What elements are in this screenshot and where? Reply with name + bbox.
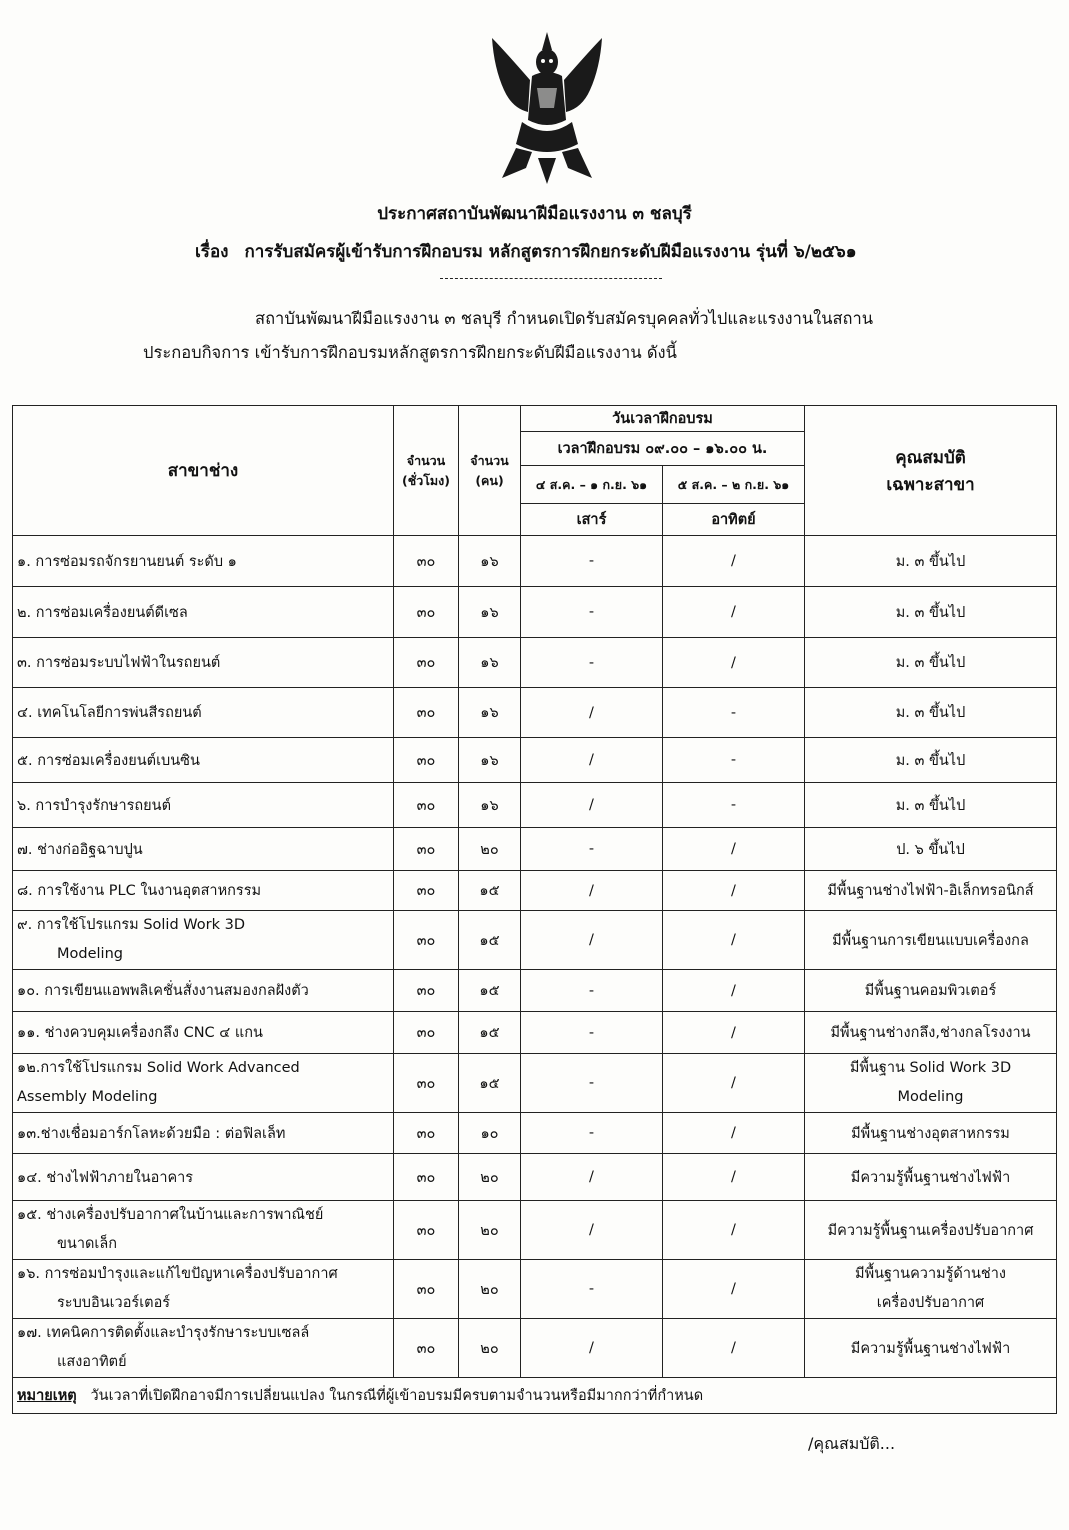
course-name-line: ๑. การซ่อมรถจักรยานยนต์ ระดับ ๑ [17,553,237,570]
course-sat: - [521,536,663,587]
course-people: ๑๕ [459,1012,521,1054]
course-name-line: Modeling [57,946,123,962]
course-name-line: ๑๖. การซ่อมบำรุงและแก้ไขปัญหาเครื่องปรับอากาศ [17,1266,338,1282]
course-name-line: ๕. การซ่อมเครื่องยนต์เบนซิน [17,752,200,769]
course-hours: ๓๐ [394,783,459,828]
course-people: ๑๖ [459,688,521,738]
course-name [13,783,394,828]
course-qualification [805,871,1057,911]
course-qualification [805,738,1057,783]
course-people: ๑๖ [459,638,521,688]
course-name-line: ๙. การใช้โปรแกรม Solid Work 3D [17,917,245,933]
qualification-line: มีความรู้พื้นฐานช่างไฟฟ้า [850,1340,1011,1357]
course-name [13,911,394,970]
table-row [13,1260,1057,1319]
qualification-line: มีพื้นฐานการเขียนแบบเครื่องกล [832,932,1029,949]
note-text: วันเวลาที่เปิดฝึกอาจมีการเปลี่ยนแปลง ในกรณีที่ผู้เข้าอบรมมีครบตามจำนวนหรือมีมากกว่าที่กำหนด [90,1388,704,1404]
course-people: ๑๐ [459,1113,521,1154]
announcement-title: ประกาศสถาบันพัฒนาฝีมือแรงงาน ๓ ชลบุรี [377,204,692,224]
table-row [13,1319,1057,1378]
intro-line-1: สถาบันพัฒนาฝีมือแรงงาน ๓ ชลบุรี กำหนดเปิดรับสมัครบุคคลทั่วไปและแรงงานในสถาน [255,309,874,328]
table-row [13,1012,1057,1054]
course-sun: / [663,1260,805,1319]
table-row [13,783,1057,828]
course-name-line: ๒. การซ่อมเครื่องยนต์ดีเซล [17,604,188,621]
course-people: ๒๐ [459,1319,521,1378]
course-name-line: ๑๓.ช่างเชื่อมอาร์กโลหะด้วยมือ : ต่อฟิลเล็ท [17,1125,286,1142]
header-time: เวลาฝึกอบรม ๐๙.๐๐ – ๑๖.๐๐ น. [521,432,805,466]
course-sun: - [663,783,805,828]
qualification-line: มีพื้นฐานช่างอุตสาหกรรม [851,1125,1010,1142]
course-people: ๒๐ [459,1260,521,1319]
course-qualification [805,638,1057,688]
course-sat: / [521,1201,663,1260]
course-hours: ๓๐ [394,1113,459,1154]
course-sat: - [521,1012,663,1054]
course-qualification [805,1113,1057,1154]
course-sun: / [663,1113,805,1154]
qualification-line: ม. ๓ ขึ้นไป [895,705,966,721]
course-sun: / [663,828,805,871]
course-name-line: ๓. การซ่อมระบบไฟฟ้าในรถยนต์ [17,655,221,671]
course-name-line: ขนาดเล็ก [57,1236,118,1252]
course-qualification [805,970,1057,1012]
course-qualification [805,1054,1057,1113]
table-row [13,738,1057,783]
course-sat: / [521,871,663,911]
course-name [13,1260,394,1319]
course-name-line: ๑๐. การเขียนแอพพลิเคชั่นสั่งงานสมองกลฝังตัว [17,983,309,999]
course-sun: / [663,1154,805,1201]
course-qualification [805,688,1057,738]
course-hours: ๓๐ [394,688,459,738]
qualification-line: ม. ๓ ขึ้นไป [895,553,966,570]
course-name [13,1319,394,1378]
qualification-line: มีพื้นฐานช่างกลึง,ช่างกลโรงงาน [830,1025,1031,1041]
course-name-line: ๑๕. ช่างเครื่องปรับอากาศในบ้านและการพาณิชย์ [17,1207,324,1223]
course-qualification [805,1260,1057,1319]
course-people: ๑๕ [459,871,521,911]
course-name [13,688,394,738]
course-people: ๒๐ [459,1201,521,1260]
course-sun: - [663,688,805,738]
course-name-line: ๑๔. ช่างไฟฟ้าภายในอาคาร [17,1169,194,1186]
note-label: หมายเหตุ [17,1388,77,1404]
course-sun: / [663,1319,805,1378]
table-row [13,638,1057,688]
course-hours: ๓๐ [394,1012,459,1054]
course-qualification [805,911,1057,970]
course-sat: / [521,783,663,828]
course-sun: - [663,738,805,783]
course-name-line: ๘. การใช้งาน PLC ในงานอุตสาหกรรม [17,883,262,899]
course-qualification [805,536,1057,587]
course-sat: - [521,970,663,1012]
table-row [13,1201,1057,1260]
course-qualification [805,828,1057,871]
course-name [13,970,394,1012]
course-sat: / [521,911,663,970]
course-hours: ๓๐ [394,738,459,783]
announcement-subject [195,238,857,265]
course-sat: / [521,738,663,783]
header-sat: เสาร์ [521,504,663,536]
course-name [13,1154,394,1201]
course-name [13,587,394,638]
course-people: ๑๖ [459,536,521,587]
table-note [13,1378,1057,1414]
course-sun: / [663,911,805,970]
header-sun: อาทิตย์ [663,504,805,536]
course-sat: / [521,1319,663,1378]
title-divider [440,278,662,279]
course-name-line: ๑๗. เทคนิคการติดตั้งและบำรุงรักษาระบบเซลล์ [17,1325,310,1341]
course-sun: / [663,1201,805,1260]
course-sun: / [663,970,805,1012]
course-people: ๑๕ [459,1054,521,1113]
course-hours: ๓๐ [394,911,459,970]
course-hours: ๓๐ [394,970,459,1012]
course-name [13,738,394,783]
course-hours: ๓๐ [394,1201,459,1260]
table-row [13,587,1057,638]
course-body [13,536,1057,1378]
course-hours: ๓๐ [394,1154,459,1201]
course-sun: / [663,1012,805,1054]
header-hours: จำนวน (ชั่วโมง) [394,406,459,536]
course-qualification [805,1154,1057,1201]
qualification-line: มีพื้นฐานคอมพิวเตอร์ [864,983,997,999]
table-row [13,1154,1057,1201]
table-row [13,828,1057,871]
course-name [13,1113,394,1154]
course-name [13,1054,394,1113]
garuda-emblem-icon [482,28,612,188]
course-sun: / [663,536,805,587]
course-hours: ๓๐ [394,1260,459,1319]
course-name-line: ๔. เทคโนโลยีการพ่นสีรถยนต์ [17,705,202,721]
course-hours: ๓๐ [394,828,459,871]
header-period-sun: ๕ ส.ค. – ๒ ก.ย. ๖๑ [663,466,805,504]
course-people: ๑๖ [459,738,521,783]
course-sat: - [521,828,663,871]
subject-text: การรับสมัครผู้เข้ารับการฝึกอบรม หลักสูตรการฝึกยกระดับฝีมือแรงงาน รุ่นที่ ๖/๒๕๖๑ [244,242,857,262]
course-name-line: ๑๒.การใช้โปรแกรม Solid Work Advanced [17,1060,300,1076]
course-sun: / [663,638,805,688]
table-row [13,536,1057,587]
course-sun: / [663,871,805,911]
qualification-line: ม. ๓ ขึ้นไป [895,655,966,671]
course-sat: - [521,587,663,638]
course-name-line: แสงอาทิตย์ [57,1354,127,1370]
course-hours: ๓๐ [394,536,459,587]
qualification-line: มีความรู้พื้นฐานช่างไฟฟ้า [850,1169,1011,1186]
course-people: ๑๕ [459,911,521,970]
header-qualification: คุณสมบัติ เฉพาะสาขา [805,406,1057,536]
header-period-sat: ๔ ส.ค. – ๑ ก.ย. ๖๑ [521,466,663,504]
course-name [13,1012,394,1054]
course-name [13,828,394,871]
course-name-line: ๗. ช่างก่ออิฐฉาบปูน [17,841,143,858]
course-name [13,1201,394,1260]
qualification-line: มีพื้นฐาน Solid Work 3D [849,1060,1012,1076]
subject-label: เรื่อง [195,242,229,262]
table-row [13,871,1057,911]
course-people: ๑๕ [459,970,521,1012]
header-schedule: วันเวลาฝึกอบรม [521,406,805,432]
course-people: ๑๖ [459,783,521,828]
table-row [13,1113,1057,1154]
course-qualification [805,587,1057,638]
continuation-marker: /คุณสมบัติ... [808,1434,896,1453]
qualification-line: ป. ๖ ขึ้นไป [896,841,965,858]
course-qualification [805,783,1057,828]
course-sat: - [521,1054,663,1113]
course-name [13,536,394,587]
course-sat: / [521,1154,663,1201]
course-sat: - [521,638,663,688]
course-hours: ๓๐ [394,1319,459,1378]
course-hours: ๓๐ [394,871,459,911]
course-hours: ๓๐ [394,1054,459,1113]
course-sat: - [521,1260,663,1319]
course-hours: ๓๐ [394,638,459,688]
course-people: ๒๐ [459,828,521,871]
course-people: ๒๐ [459,1154,521,1201]
qualification-line: มีพื้นฐานช่างไฟฟ้า-อิเล็กทรอนิกส์ [827,883,1034,899]
qualification-line: เครื่องปรับอากาศ [876,1295,985,1311]
qualification-line: มีความรู้พื้นฐานเครื่องปรับอากาศ [827,1222,1034,1239]
course-hours: ๓๐ [394,587,459,638]
course-name-line: Assembly Modeling [17,1089,158,1105]
qualification-line: ม. ๓ ขึ้นไป [895,604,966,621]
header-people: จำนวน (คน) [459,406,521,536]
intro-line-2: ประกอบกิจการ เข้ารับการฝึกอบรมหลักสูตรการฝึกยกระดับฝีมือแรงงาน ดังนี้ [143,343,677,362]
header-branch: สาขาช่าง [13,406,394,536]
course-name-line: ๑๑. ช่างควบคุมเครื่องกลึง CNC ๔ แกน [17,1025,263,1041]
course-name [13,871,394,911]
course-name [13,638,394,688]
table-row [13,911,1057,970]
course-qualification [805,1319,1057,1378]
course-name-line: ระบบอินเวอร์เตอร์ [57,1295,171,1311]
course-sat: - [521,1113,663,1154]
course-people: ๑๖ [459,587,521,638]
course-qualification [805,1201,1057,1260]
course-name-line: ๖. การบำรุงรักษารถยนต์ [17,797,172,814]
table-row [13,1054,1057,1113]
qualification-line: มีพื้นฐานความรู้ด้านช่าง [855,1266,1006,1282]
qualification-line: ม. ๓ ขึ้นไป [895,797,966,814]
course-sat: / [521,688,663,738]
table-row [13,970,1057,1012]
course-sun: / [663,1054,805,1113]
course-table [12,405,1057,1414]
qualification-line: Modeling [897,1089,964,1105]
table-row [13,688,1057,738]
course-qualification [805,1012,1057,1054]
qualification-line: ม. ๓ ขึ้นไป [895,752,966,769]
course-sun: / [663,587,805,638]
